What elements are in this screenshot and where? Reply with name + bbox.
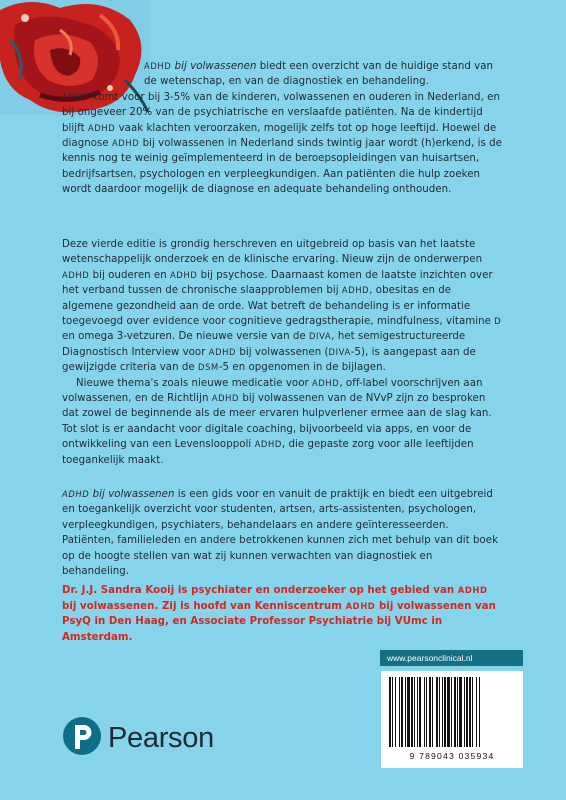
edition-text: en omega 3-vetzuren. De nieuwe versie van de bbox=[62, 331, 309, 343]
barcode bbox=[381, 671, 523, 768]
edition-section bbox=[62, 237, 502, 468]
intro-paragraph-1 bbox=[62, 59, 502, 90]
adhd-term: ADHD bbox=[312, 377, 340, 388]
intro-section bbox=[62, 59, 502, 198]
publisher-url[interactable]: www.pearsonclinical.nl bbox=[380, 650, 523, 666]
edition-text: , obesitas en de algemene gezondheid aan de orde. Wat betreft de behandeling is er informatie toegevoegd over evidence voor cognitieve gedragstherapie, mindfulness, vitamine bbox=[62, 285, 495, 328]
intro-text: biedt een overzicht van de huidige stand van de wetenschap, en van de diagnostiek en behandeling. bbox=[144, 61, 494, 88]
edition-text: bij volwassenen van de NVvP zijn zo besproken dat zowel de beginnende als de meer ervaren hulpverlener ermee aan de slag kan. Tot slot is er aandacht voor digitale coaching, bijvoorbeeld via apps, en voor de ontwikkeling van een Levenslooppoli bbox=[62, 393, 492, 451]
adhd-term: ADHD bbox=[341, 285, 370, 296]
diva-term: DIVA bbox=[328, 346, 351, 357]
pearson-logo bbox=[62, 716, 222, 766]
guide-section bbox=[62, 487, 502, 579]
edition-paragraph-2 bbox=[62, 376, 502, 468]
edition-text: , off-label voorschrijven aan volwassenen, en de Richtlijn bbox=[62, 377, 483, 405]
isbn-number: 9 789043 035934 bbox=[409, 751, 495, 761]
adhd-term: ADHD bbox=[211, 393, 240, 404]
edition-text: Deze vierde editie is grondig herschreven en uitgebreid op basis van het laatste wetenschappelijk onderzoek en de klinische ervaring. Nieuw zijn de onderwerpen bbox=[62, 239, 483, 266]
edition-text: bij volwassenen ( bbox=[236, 346, 329, 358]
pearson-p-icon bbox=[62, 716, 102, 756]
intro-paragraph-2 bbox=[62, 90, 502, 198]
barcode-bars bbox=[387, 677, 517, 749]
dsm-term: DSM bbox=[198, 362, 219, 373]
intro-text: vaak klachten veroorzaken, mogelijk zelfs tot op hoge leeftijd. Hoewel de diagnose bbox=[62, 122, 497, 150]
guide-paragraph bbox=[62, 487, 502, 579]
edition-text: Nieuwe thema's zoals nieuwe medicatie voor bbox=[76, 377, 313, 389]
edition-text: bij psychose. Daarnaast komen de laatste inzichten over het verband tussen de chronische slaapproblemen bij bbox=[62, 269, 493, 297]
author-paragraph bbox=[62, 583, 502, 645]
publisher-name: Pearson bbox=[108, 722, 214, 754]
adhd-term: ADHD bbox=[345, 600, 376, 611]
edition-text: , het semigestructureerde Diagnostisch Interview voor bbox=[62, 331, 466, 358]
intro-text: komt voor bij 3-5% van de kinderen, volwassenen en ouderen in Nederland, en bij ongeveer 20% van de psychiatrische en verslaafde patiënten. Na de kindertijd blijft bbox=[62, 91, 500, 134]
adhd-term: ADHD bbox=[457, 585, 488, 595]
intro-text: bij volwassenen in Nederland sinds twintig jaar wordt (h)erkend, is de kennis nog te weinig geïmplementeerd in de beroepsopleidingen van huisartsen, bedrijfsartsen, psychologen en verpleegkundigen. Aan patiënten die hulp zoeken wordt daardoor mogelijk de diagnose en adequate behandeling onthouden. bbox=[62, 138, 502, 196]
adhd-term: ADHD bbox=[254, 439, 282, 450]
edition-text: , die gepaste zorg voor alle leeftijden toegankelijk maakt. bbox=[62, 439, 474, 466]
adhd-term: ADHD bbox=[62, 91, 90, 102]
edition-text: -5 en opgenomen in de bijlagen. bbox=[218, 362, 386, 374]
edition-paragraph-1 bbox=[62, 237, 502, 376]
edition-text: bij ouderen en bbox=[89, 269, 171, 281]
guide-text: is een gids voor en vanuit de praktijk en biedt een uitgebreid en toegankelijk overzicht voor studenten, artsen, arts-assistenten, psychologen, verpleegkundigen, psychiaters, behandelaars en andere geïnteresseerden. Patiënten, familieleden en andere betrokkenen kunnen zich met behulp van dit boek op de hoogte stellen van wat zij kunnen verwachten van diagnostiek en behandeling. bbox=[62, 489, 499, 578]
adhd-term: ADHD bbox=[208, 346, 237, 357]
author-text: bij volwassenen van PsyQ in Den Haag, en Associate Professor Psychiatrie bij VUmc in Amsterdam. bbox=[62, 600, 496, 643]
author-bio bbox=[62, 583, 502, 645]
book-title-italic: bij volwassenen bbox=[174, 61, 257, 72]
adhd-term: ADHD bbox=[144, 61, 172, 71]
adhd-term: ADHD bbox=[111, 138, 140, 149]
adhd-term: ADHD bbox=[62, 269, 90, 280]
edition-text: -5), is aangepast aan de gewijzigde criteria van de bbox=[62, 346, 476, 374]
diva-term: DIVA bbox=[309, 331, 332, 342]
adhd-term: ADHD bbox=[62, 489, 90, 499]
adhd-term: ADHD bbox=[170, 269, 198, 280]
book-title-italic: bij volwassenen bbox=[92, 489, 175, 500]
vitamin-term: D bbox=[494, 316, 502, 327]
author-text: Dr. J.J. Sandra Kooij is psychiater en onderzoeker op het gebied van bbox=[62, 585, 458, 596]
adhd-term: ADHD bbox=[87, 122, 116, 133]
author-text: bij volwassenen. Zij is hoofd van Kenniscentrum bbox=[62, 600, 346, 612]
